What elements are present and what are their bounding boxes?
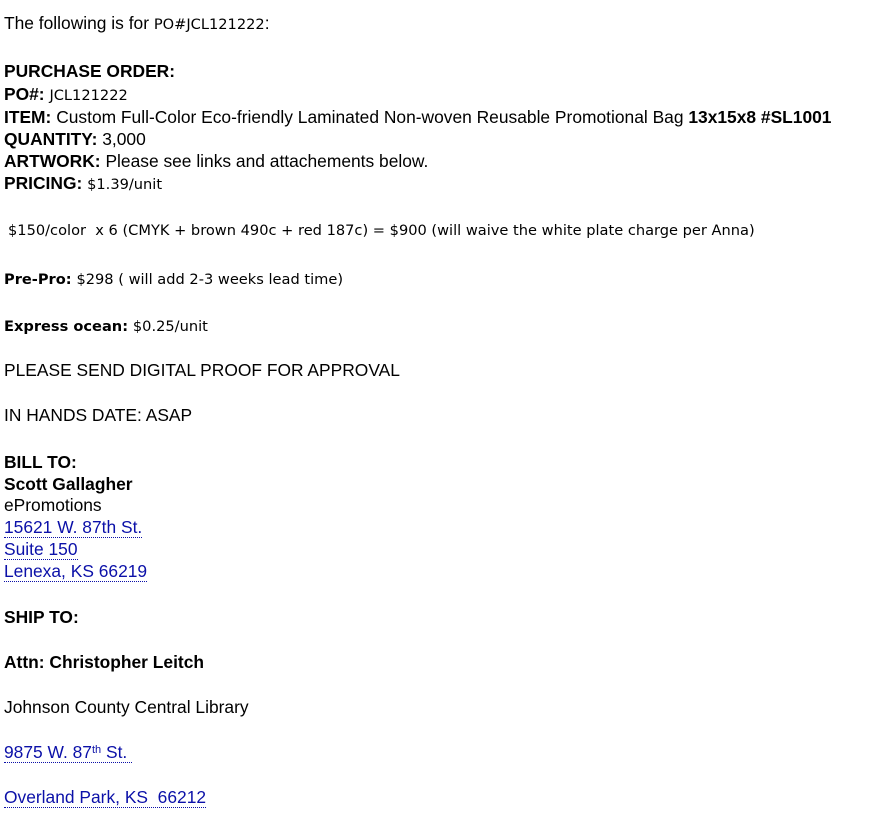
item-label: ITEM:: [4, 107, 52, 127]
po-value: JCL121222: [49, 87, 128, 104]
artwork-label: ARTWORK:: [4, 151, 101, 171]
bill-to-heading: BILL TO:: [4, 452, 77, 472]
bill-to-suite-link[interactable]: Suite 150: [4, 539, 78, 559]
pricing-label: PRICING:: [4, 173, 83, 193]
ship-to-attn: Attn: Christopher Leitch: [4, 652, 204, 672]
intro-prefix: The following is for: [4, 13, 154, 33]
color-charge-line: $150/color x 6 (CMYK + brown 490c + red 187c) = $900 (will waive the white plate charge per Anna): [8, 222, 755, 239]
pricing-value: $1.39/unit: [87, 176, 163, 193]
item-line: [4, 106, 831, 128]
pre-pro-label: Pre-Pro:: [4, 271, 72, 288]
bill-to-street-line: [4, 516, 142, 538]
ship-to-city-line: [4, 786, 206, 808]
express-line: [4, 314, 208, 338]
bill-to-company: ePromotions: [4, 495, 102, 515]
ship-to-organization: Johnson County Central Library: [4, 697, 249, 717]
ship-to-street-link[interactable]: [4, 742, 132, 763]
ship-to-street-sup: th: [91, 744, 102, 756]
purchase-order-heading: PURCHASE ORDER:: [4, 61, 176, 81]
in-hands-date: IN HANDS DATE: ASAP: [4, 405, 193, 425]
express-label: Express ocean:: [4, 318, 129, 335]
quantity-value: 3,000: [102, 129, 146, 149]
item-description: Custom Full-Color Eco-friendly Laminated Non-woven Reusable Promotional Bag: [56, 107, 684, 127]
intro-line: [4, 12, 270, 36]
bill-to-city-link[interactable]: Lenexa, KS 66219: [4, 561, 148, 581]
bill-to-street-link[interactable]: 15621 W. 87th St.: [4, 517, 143, 537]
proof-note: PLEASE SEND DIGITAL PROOF FOR APPROVAL: [4, 360, 400, 380]
item-code: 13x15x8 #SL1001: [688, 107, 832, 127]
bill-to-name: Scott Gallagher: [4, 474, 133, 494]
po-label: PO#:: [4, 84, 45, 104]
express-value: $0.25/unit: [132, 318, 208, 335]
ship-to-street-pre: 9875 W. 87: [4, 742, 92, 762]
ship-to-city-link[interactable]: Overland Park, KS 66212: [4, 787, 207, 807]
artwork-line: [4, 150, 428, 172]
quantity-label: QUANTITY:: [4, 129, 98, 149]
po-number-line: [4, 83, 128, 107]
quantity-line: [4, 128, 146, 150]
ship-to-street-post: St.: [101, 742, 128, 762]
pricing-line: [4, 172, 162, 196]
ship-to-street-line: [4, 741, 132, 763]
bill-to-city-line: [4, 560, 147, 582]
bill-to-suite-line: [4, 538, 78, 560]
artwork-value: Please see links and attachements below.: [105, 151, 429, 171]
intro-suffix: :: [264, 13, 270, 33]
intro-po-code: PO#JCL121222: [153, 16, 265, 33]
pre-pro-value: $298 ( will add 2-3 weeks lead time): [76, 271, 344, 288]
ship-to-heading: SHIP TO:: [4, 607, 79, 627]
pre-pro-line: [4, 267, 343, 291]
